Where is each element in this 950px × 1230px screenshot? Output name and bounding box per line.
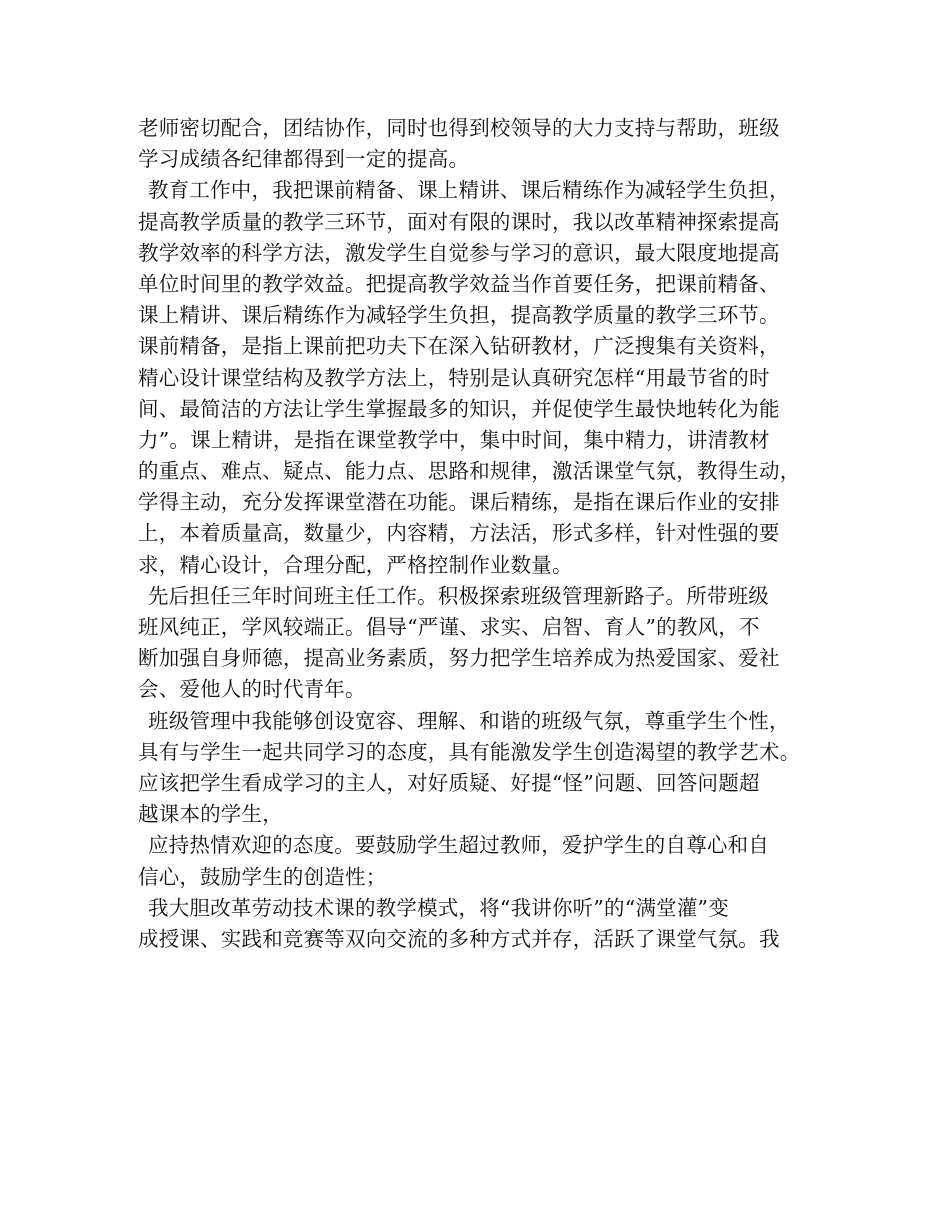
text-line: 精心设计课堂结构及教学方法上，特别是认真研究怎样“用最节省的时 [138, 365, 770, 390]
text-line: 学习成绩各纪律都得到一定的提高。 [138, 147, 470, 172]
text-line: 成授课、实践和竞赛等双向交流的多种方式并存，活跃了课堂气氛。我 [138, 926, 780, 951]
text-line: 应该把学生看成学习的主人，对好质疑、好提“怪”问题、回答问题超 [138, 770, 760, 795]
text-line: 力”。课上精讲，是指在课堂教学中，集中时间，集中精力，讲清教材 [138, 427, 770, 452]
text-line: 班级管理中我能够创设宽容、理解、和谐的班级气氛，尊重学生个性， [148, 708, 790, 733]
document-body [138, 113, 818, 955]
text-line: 提高教学质量的教学三环节，面对有限的课时，我以改革精神探索提高 [138, 209, 780, 234]
text-line: 求，精心设计，合理分配，严格控制作业数量。 [138, 552, 573, 577]
text-line: 教育工作中，我把课前精备、课上精讲、课后精练作为减轻学生负担， [148, 178, 790, 203]
text-line: 教学效率的科学方法，激发学生自觉参与学习的意识，最大限度地提高 [138, 240, 780, 265]
text-line: 具有与学生一起共同学习的态度，具有能激发学生创造渴望的教学艺术。 [138, 739, 801, 764]
text-line: 先后担任三年时间班主任工作。积极探索班级管理新路子。所带班级 [148, 583, 769, 608]
text-line: 信心，鼓励学生的创造性； [138, 864, 387, 889]
text-line: 课前精备，是指上课前把功夫下在深入钻研教材，广泛搜集有关资料， [138, 334, 780, 359]
text-line: 应持热情欢迎的态度。要鼓励学生超过教师，爱护学生的自尊心和自 [148, 833, 769, 858]
text-line: 单位时间里的教学效益。把提高教学效益当作首要任务，把课前精备、 [138, 271, 780, 296]
text-line: 课上精讲、课后精练作为减轻学生负担，提高教学质量的教学三环节。 [138, 303, 780, 328]
text-line: 我大胆改革劳动技术课的教学模式，将“我讲你听”的“满堂灌”变 [148, 895, 729, 920]
text-line: 学得主动，充分发挥课堂潜在功能。课后精练，是指在课后作业的安排 [138, 490, 780, 515]
text-line: 的重点、难点、疑点、能力点、思路和规律，激活课堂气氛，教得生动， [138, 459, 801, 484]
text-line: 越课本的学生， [138, 802, 283, 827]
text-line: 老师密切配合，团结协作，同时也得到校领导的大力支持与帮助，班级 [138, 116, 780, 140]
text-line: 上，本着质量高，数量少，内容精，方法活，形式多样，针对性强的要 [138, 521, 780, 546]
text-line: 断加强自身师德，提高业务素质，努力把学生培养成为热爱国家、爱社 [138, 646, 780, 671]
text-line: 间、最简洁的方法让学生掌握最多的知识，并促使学生最快地转化为能 [138, 396, 780, 421]
text-line: 班风纯正，学风较端正。倡导“严谨、求实、启智、育人”的教风，不 [138, 615, 760, 639]
text-line: 会、爱他人的时代青年。 [138, 677, 366, 702]
